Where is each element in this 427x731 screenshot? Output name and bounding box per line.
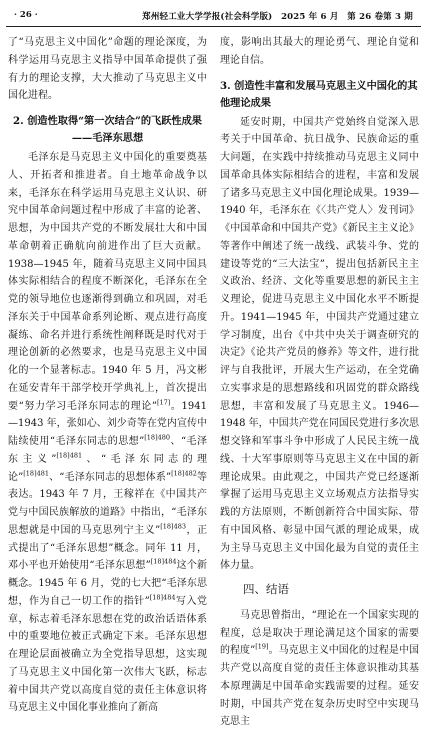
paragraph-mao-thought: 毛泽东是马克思主义中国化的重要奠基人、开拓者和推进者。自土地革命战争以来，毛泽东在科学运用马克思主义认识、研究中国革命问题过程中形成了丰富的论著、思想，为中国共产党的不断发展壮大和中国革命朝着正确航向前进作出了巨大贡献。1938—1945 年，随着马克思主义同中国具体实际相结合的程度不断深化，毛泽东在全党的领导地位也逐渐得到确立和巩固，对毛泽东关于中国革命系列论断、观点进行高度凝练、命名并进行系统性阐释既是时代对于理论创新的必然要求，也是马克思主义中国化的一个显著标志。1940 年 5 月，冯文彬在延安青年干部学校开学典礼上，首次提出要“努力学习毛泽东同志的理论”[17]。1941—1943 年，张如心、刘少奇等在党内宣传中陆续使用“毛泽东同志的思想”$^{[18]480}$、“毛泽东主义”$^{[18]481}$、“毛泽东同志的理论”$^{[18]481}$、“毛泽东同志的思想体系”$^{[18]482}$等表达。1943 年 7 月，王稼祥在《中国共产党与中国民族解放的道路》中指出，“毛泽东思想就是中国的马克思列宁主义”$^{[18]483}$，正式提出了“毛泽东思想”概念。同年 11 月，邓小平也开始使用“毛泽东思想”$^{[18]484}$这个新概念。1945 年 6 月，党的七大把“毛泽东思想，作为自己一切工作的指针”$^{[18]484}$写入党章，标志着毛泽东思想在党的政治话语体系中的重要地位被正式确定下来。毛泽东思想在理论层面被确立为全党指导思想，这实现了马克思主义中国化第一次伟大飞跃，标志着中国共产党以高度自觉的责任主体意识将马克思主义中国化事业推向了新高 xyxy=(8,152,208,714)
section-heading-2 xyxy=(8,113,207,147)
left-column xyxy=(8,34,207,717)
citation: [18]483 xyxy=(160,522,186,531)
page-header xyxy=(6,8,421,26)
section-heading-3: 3. 创造性丰富和发展马克思主义中国化的其他理论成果 xyxy=(220,79,418,109)
citation: [18]481 xyxy=(56,451,83,460)
citation: [18]481 xyxy=(23,469,50,478)
section-heading-2-line2: ——毛泽东思想 xyxy=(71,132,144,144)
right-column xyxy=(220,34,419,731)
section-heading-2-line1: 2. 创造性取得“第一次结合”的飞跃性成果 xyxy=(13,115,202,127)
citation: [18]484 xyxy=(150,557,177,566)
citation: [17] xyxy=(156,398,171,407)
header-rule xyxy=(6,26,421,27)
paragraph-continued: 了“马克思主义中国化”命题的理论深度，为科学运用马克思主义指导中国革命提供了强有力的理论支撑，大大推动了马克思主义中国化进程。 xyxy=(8,37,207,102)
paragraph-continued: 度，影响出其最大的理论勇气、理论自觉和理论自信。 xyxy=(220,37,419,66)
citation: [19] xyxy=(255,642,269,651)
page-number: · 26 · xyxy=(14,10,38,20)
citation: [18]480 xyxy=(144,433,171,442)
citation: [18]484 xyxy=(149,593,176,602)
journal-running-title: 郑州轻工业大学学报(社会科学版) 2025 年 6 月 第 26 卷第 3 期 xyxy=(142,12,413,22)
paragraph-conclusion: 马克思曾指出，“理论在一个国家实现的程度，总是取决于理论满足这个国家的需要的程度”[19]。马克思主义中国化的过程是中国共产党以高度自觉的责任主体意识推动其基本原理满足中国革命实践需要的过程。延安时期，中国共产党在复杂历史时空中实现马克思主 xyxy=(220,609,419,728)
citation: [18]482 xyxy=(171,469,197,478)
paragraph-other-theories: 延安时期，中国共产党始终自觉深入思考关于中国革命、抗日战争、民族命运的重大问题，在实践中持续推动马克思主义同中国革命具体实际相结合的进程，丰富和发展了诸多马克思主义中国化理论成果。1939—1940 年，毛泽东在《〈共产党人〉发刊词》《中国革命和中国共产党》《新民主主义论》等著作中阐述了统一战线、武装斗争、党的建设等党的“三大法宝”，提出包括新民主主义政治、经济、文化等重要思想的新民主主义理论，促进马克思主义中国化水平不断提升。1941—1945 年，中国共产党通过建立学习制度，出台《中共中央关于调查研究的决定》《论共产党员的修养》等文件，进行批评与自我批评，开展大生产运动，在全党确立实事求是的思想路线和巩固党的群众路线思想，丰富和发展了马克思主义。1946—1948 年，中国共产党在同国民党进行多次思想交锋和军事斗争中形成了人民民主统一战线、十大军事原则等马克思主义在中国的新理论成果。由此观之，中国共产党已经逐渐掌握了运用马克思主义立场观点方法指导实践的方法原则，不断创新符合中国实际、带有中国风格、彰显中国气派的理论成果，成为主导马克思主义中国化最为自觉的责任主体力量。 xyxy=(220,116,419,572)
part-heading-conclusion: 四、结语 xyxy=(243,582,289,596)
